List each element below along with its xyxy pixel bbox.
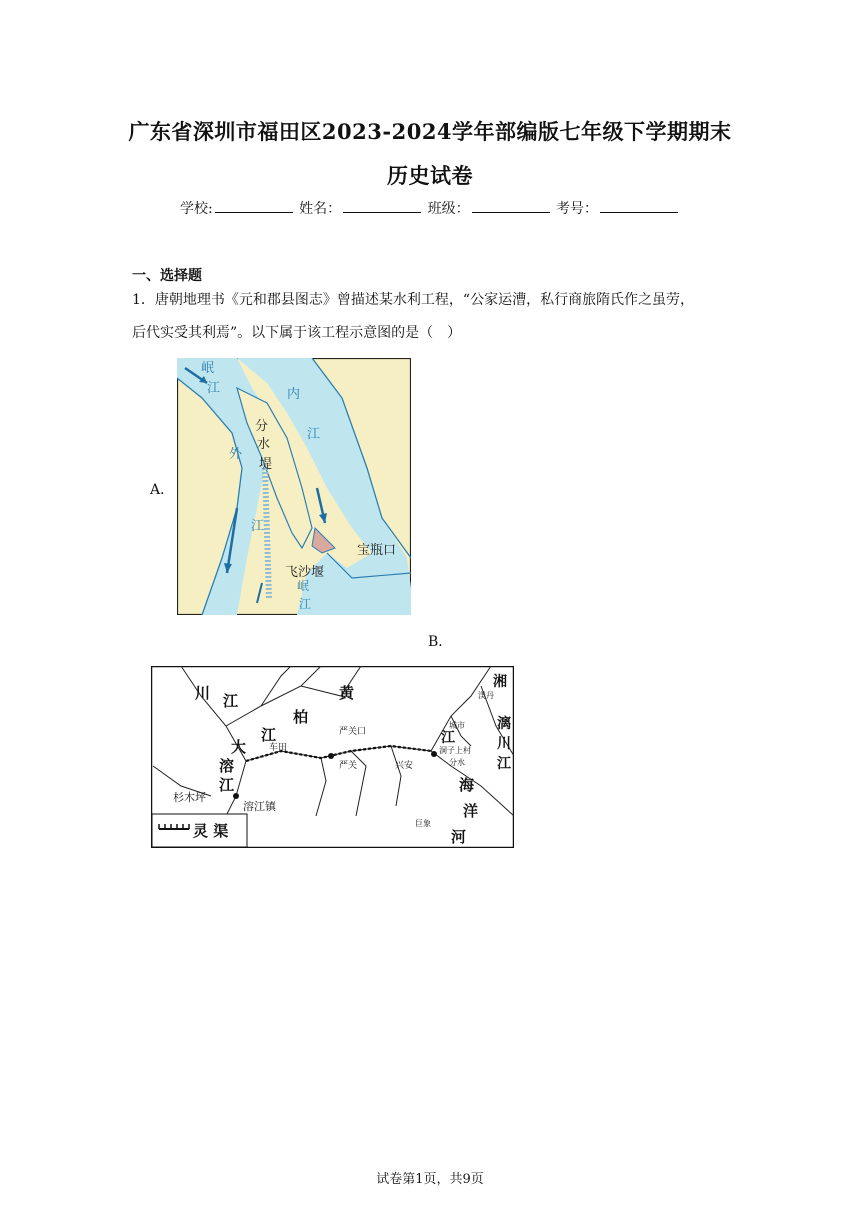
map-b-rongjiangzhen-label: 溶江镇 <box>243 800 276 813</box>
map-a-wai-label: 外 <box>229 447 243 462</box>
map-b-legend-lingqu: 灵 渠 <box>193 822 229 840</box>
map-a-feishayan-label: 飞沙堰 <box>285 565 325 580</box>
map-b-xiang-label: 湘 <box>493 674 507 690</box>
map-a-shui-label: 水 <box>257 437 271 452</box>
map-a-min-label-bottom: 岷 <box>297 579 310 593</box>
map-b-juxiang-label: 巨象 <box>415 819 431 828</box>
option-a-label[interactable]: A． <box>150 482 175 498</box>
exam-title-line1: 广东省深圳市福田区2023-2024学年部编版七年级下学期期末 <box>128 119 732 144</box>
exam-number-label: 考号： <box>556 201 599 217</box>
class-blank[interactable] <box>472 199 550 213</box>
map-a-nei-label: 内 <box>287 387 301 402</box>
name-label: 姓名： <box>299 201 342 217</box>
map-b-s-jiang-label: 江 <box>441 730 455 746</box>
map-b-chuan-jiang-label: 江 <box>223 692 239 710</box>
map-a-fen-label: 分 <box>255 419 269 434</box>
map-a-jiang-label-bottom: 江 <box>299 597 312 611</box>
map-b-shanmuping-label: 杉木坪 <box>173 791 206 804</box>
exam-number-blank[interactable] <box>600 199 678 213</box>
map-a-nei-jiang-label: 江 <box>307 427 321 442</box>
map-b-chengshi-label: 城市 <box>449 721 465 730</box>
map-a-jiang-label-top: 江 <box>207 381 221 396</box>
map-b-da-label: 大 <box>231 738 247 756</box>
map-b-yanguan-label: 严关 <box>339 761 358 771</box>
map-b-bai-label: 柏 <box>293 708 309 726</box>
map-b-xingan-label: 兴安 <box>395 761 414 771</box>
map-b-yidan-label: 渼丹 <box>478 691 494 700</box>
map-a-min-label-top: 岷 <box>201 361 215 376</box>
map-b-xiang-jiang-label: 江 <box>497 756 511 772</box>
map-b-dongzishangcun-label: 洞子上村 <box>439 746 471 755</box>
map-b-rong-jiang-label: 江 <box>219 776 235 794</box>
map-a-baopingkou-label: 宝瓶口 <box>357 543 397 558</box>
map-a-wai-jiang-label: 江 <box>251 519 265 534</box>
school-blank[interactable] <box>215 199 293 213</box>
map-b-yanguankou-label: 严关口 <box>339 727 367 737</box>
map-b-fenshui-label: 分水 <box>449 758 465 767</box>
map-b-he-label: 河 <box>451 828 467 846</box>
option-b-map[interactable] <box>151 666 514 848</box>
map-b-li-label: 漓 <box>497 716 511 732</box>
map-b-chetian-label: 车田 <box>269 743 288 753</box>
question-1-line1: 1．唐朝地理书《元和郡县图志》曾描述某水利工程，“公家运漕，私行商旅隋氏作之虽劳， <box>132 292 695 308</box>
map-b-hai-label: 海 <box>459 776 475 794</box>
map-b-chuan-label: 川 <box>195 684 211 702</box>
school-label: 学校: <box>179 201 213 217</box>
map-b-rong-label: 溶 <box>219 757 235 775</box>
map-b-yang-label: 洋 <box>463 802 479 820</box>
option-b-label[interactable]: B． <box>428 634 453 650</box>
student-info-row <box>0 198 860 218</box>
map-b-chuan2-label: 川 <box>497 736 511 752</box>
question-1-line2: 后代实受其利焉”。以下属于该工程示意图的是（ ） <box>132 325 462 341</box>
page-footer: 试卷第1页，共9页 <box>376 1172 484 1187</box>
map-b-bai-jiang-label: 江 <box>261 726 277 744</box>
map-a-di-label: 堤 <box>259 457 273 472</box>
class-label: 班级： <box>427 201 470 217</box>
map-b-huang-label: 黄 <box>339 684 355 702</box>
section-heading: 一、选择题 <box>132 268 202 284</box>
exam-title-line2: 历史试卷 <box>387 163 473 188</box>
option-a-map[interactable] <box>177 358 411 615</box>
name-blank[interactable] <box>343 199 421 213</box>
